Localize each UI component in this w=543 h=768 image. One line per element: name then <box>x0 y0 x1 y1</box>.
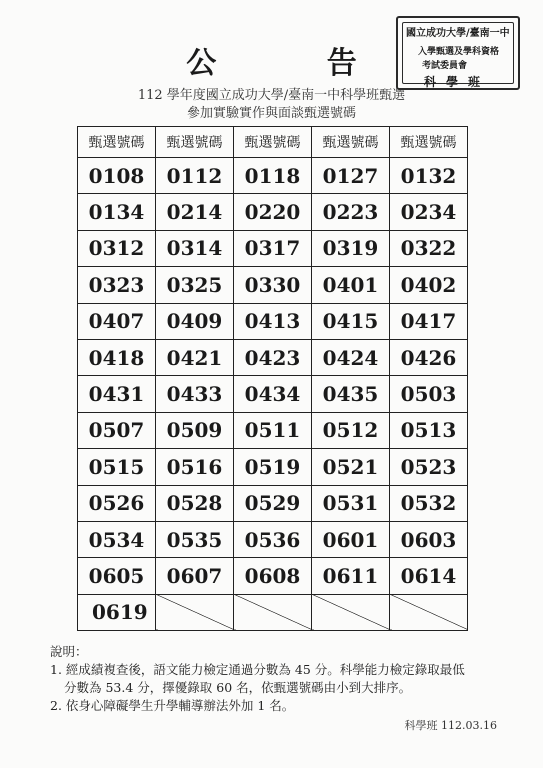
subtitle-line-2: 參加實驗實作與面談甄選號碼 <box>186 106 356 121</box>
table-row <box>78 303 468 339</box>
official-seal-stamp <box>396 16 520 90</box>
table-row <box>78 267 468 303</box>
table-header-row <box>78 127 468 158</box>
table-row <box>78 230 468 266</box>
selection-number-cell: 0431 <box>78 376 156 412</box>
selection-number-cell: 0108 <box>78 158 156 194</box>
selection-number-cell: 0426 <box>390 339 468 375</box>
notes-section <box>50 643 465 715</box>
selection-number-cell: 0532 <box>390 485 468 521</box>
selection-number-cell: 0434 <box>234 376 312 412</box>
selection-number-cell: 0526 <box>78 485 156 521</box>
selection-number-cell: 0603 <box>390 521 468 557</box>
notes-heading: 說明： <box>50 644 88 659</box>
selection-number-cell: 0523 <box>390 449 468 485</box>
selection-number-cell: 0223 <box>312 194 390 230</box>
signature-date: 科學班 112.03.16 <box>404 719 497 732</box>
selection-number-cell: 0118 <box>234 158 312 194</box>
selection-number-cell: 0424 <box>312 339 390 375</box>
selection-number-cell: 0401 <box>312 267 390 303</box>
selection-number-cell: 0512 <box>312 412 390 448</box>
selection-number-cell: 0314 <box>156 230 234 266</box>
selection-number-cell: 0417 <box>390 303 468 339</box>
column-header: 甄選號碼 <box>78 127 156 158</box>
seal-text-line-1: 國立成功大學/臺南一中 <box>406 28 510 39</box>
seal-text-line-3: 考試委員會 <box>422 61 468 71</box>
selection-number-cell: 0330 <box>234 267 312 303</box>
selection-number-cell: 0608 <box>234 558 312 594</box>
selection-number-cell: 0415 <box>312 303 390 339</box>
empty-crossed-cell <box>390 594 468 630</box>
selection-number-cell: 0619 <box>78 594 156 630</box>
note-item-2: 2. 依身心障礙學生升學輔導辦法外加 1 名。 <box>50 698 295 713</box>
empty-crossed-cell <box>234 594 312 630</box>
subtitle-line-1: 112 學年度國立成功大學/臺南一中科學班甄選 <box>137 88 406 103</box>
selection-number-cell: 0220 <box>234 194 312 230</box>
selection-number-cell: 0127 <box>312 158 390 194</box>
selection-number-cell: 0402 <box>390 267 468 303</box>
selection-number-cell: 0317 <box>234 230 312 266</box>
column-header: 甄選號碼 <box>390 127 468 158</box>
selection-number-cell: 0528 <box>156 485 234 521</box>
table-row <box>78 594 468 630</box>
table-row <box>78 194 468 230</box>
selection-number-cell: 0605 <box>78 558 156 594</box>
table-row <box>78 521 468 557</box>
selection-number-cell: 0519 <box>234 449 312 485</box>
selection-number-cell: 0323 <box>78 267 156 303</box>
selection-number-cell: 0509 <box>156 412 234 448</box>
selection-number-cell: 0531 <box>312 485 390 521</box>
selection-number-cell: 0234 <box>390 194 468 230</box>
selection-number-cell: 0418 <box>78 339 156 375</box>
empty-crossed-cell <box>312 594 390 630</box>
table-row <box>78 558 468 594</box>
selection-number-cell: 0535 <box>156 521 234 557</box>
selection-number-cell: 0521 <box>312 449 390 485</box>
table-row <box>78 339 468 375</box>
table-row <box>78 449 468 485</box>
seal-text-line-4: 科學班 <box>424 75 491 89</box>
selection-number-cell: 0614 <box>390 558 468 594</box>
selection-number-cell: 0536 <box>234 521 312 557</box>
table-row <box>78 412 468 448</box>
selection-number-cell: 0433 <box>156 376 234 412</box>
selection-number-cell: 0507 <box>78 412 156 448</box>
selection-number-cell: 0319 <box>312 230 390 266</box>
seal-text-line-2: 入學甄選及學科資格 <box>418 47 500 57</box>
selection-number-cell: 0407 <box>78 303 156 339</box>
table-body <box>78 127 468 631</box>
table-row <box>78 376 468 412</box>
selection-number-cell: 0134 <box>78 194 156 230</box>
selection-number-cell: 0413 <box>234 303 312 339</box>
selection-number-cell: 0534 <box>78 521 156 557</box>
selection-number-cell: 0503 <box>390 376 468 412</box>
selection-number-cell: 0435 <box>312 376 390 412</box>
empty-crossed-cell <box>156 594 234 630</box>
selection-number-cell: 0611 <box>312 558 390 594</box>
selection-number-table <box>77 126 468 631</box>
selection-number-cell: 0511 <box>234 412 312 448</box>
column-header: 甄選號碼 <box>312 127 390 158</box>
selection-number-cell: 0409 <box>156 303 234 339</box>
selection-number-cell: 0601 <box>312 521 390 557</box>
selection-number-cell: 0513 <box>390 412 468 448</box>
table-row <box>78 485 468 521</box>
column-header: 甄選號碼 <box>234 127 312 158</box>
selection-number-cell: 0322 <box>390 230 468 266</box>
selection-number-cell: 0325 <box>156 267 234 303</box>
note-item-1-line-1: 1. 經成績複查後，語文能力檢定通過分數為 45 分。科學能力檢定錄取最低 <box>50 662 465 677</box>
selection-number-cell: 0112 <box>156 158 234 194</box>
selection-number-cell: 0214 <box>156 194 234 230</box>
selection-number-cell: 0312 <box>78 230 156 266</box>
selection-number-cell: 0515 <box>78 449 156 485</box>
selection-number-cell: 0529 <box>234 485 312 521</box>
selection-number-cell: 0421 <box>156 339 234 375</box>
selection-number-cell: 0607 <box>156 558 234 594</box>
page-title: 公 告 <box>186 46 407 81</box>
selection-number-cell: 0516 <box>156 449 234 485</box>
note-item-1-line-2: 分數為 53.4 分，擇優錄取 60 名，依甄選號碼由小到大排序。 <box>64 680 412 695</box>
table-row <box>78 158 468 194</box>
selection-number-cell: 0132 <box>390 158 468 194</box>
column-header: 甄選號碼 <box>156 127 234 158</box>
selection-number-cell: 0423 <box>234 339 312 375</box>
